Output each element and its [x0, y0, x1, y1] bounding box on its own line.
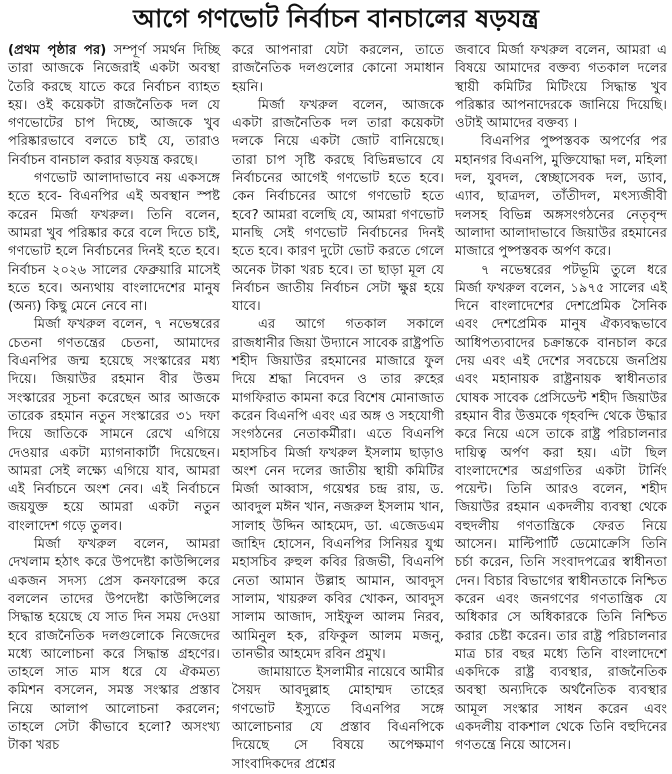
article-paragraph: জামায়াতে ইসলামীর নায়েবে আমীর সৈয়দ আবদুল্লাহ মোহাম্মদ তাহের গণভোট ইস্যুতে বিএনপির সঙ্গে আলোচনার যে প্রস্তাব বিএনপিকে দিয়েছে সে বিষয়ে অপেক্ষমাণ সাংবাদিকদের প্রশ্নের — [232, 665, 444, 772]
article-paragraph: মির্জা ফখরুল বলেন, আজকে একটা রাজনৈতিক দল তারা কয়েকটা দলকে নিয়ে একটা জোট বানিয়েছে। তারা চাপ সৃষ্টি করছে বিভিন্নভাবে যে নির্বাচনের আগেই গণভোট হতে হবে। কেন নির্বাচনের আগে গণভোট হতে হবে? আমরা বলেছি যে, আমরা গণভোট মানছি সেই গণভোট নির্বাচনের দিনই হতে হবে। কারণ দুটো ভোট করতে গেলে অনেক টাকা খরচ হবে। তা ছাড়া মূল যে নির্বাচন জাতীয় নির্বাচন সেটা ক্ষুণ্ণ হয়ে যাবে। — [232, 97, 444, 315]
article-column-2 — [232, 42, 444, 774]
article-paragraph — [8, 42, 220, 170]
article-paragraph: বিএনপির পুষ্পস্তবক অপর্ণের পর মহানগর বিএনপি, মুক্তিযোদ্ধা দল, মহিলা দল, যুবদল, স্বেচ্ছাসেবক দল, ড্যাব, এ্যাব, ছাত্রদল, তাঁতীদল, মৎস্যজীবী দলসহ বিভিন্ন অঙ্গসংগঠনের নেতৃবৃন্দ আলাদা আলাদাভাবে জিয়াউর রহমানের মাজারে পুষ্পস্তবক অর্পণ করে। — [455, 134, 667, 260]
article-column-1 — [8, 42, 220, 756]
paragraph-text: সম্পূর্ণ সমর্থন দিচ্ছি তারা আজকে নিজেরাই একটা অবস্থা তৈরি করছে যাতে করে নির্বাচন ব্যাহত হয়। ওই কয়েকটা রাজনৈতিক দল যে গণভোটের চাপ দিচ্ছে, আজকে খুব পরিষ্কারভাবে বলতে চাই যে, তারাও নির্বাচন বানচাল করার ষড়যন্ত্র করছে। — [8, 43, 220, 168]
article-paragraph: গণভোট আলাদাভাবে নয় একসঙ্গে হতে হবে- বিএনপির এই অবস্থান স্পষ্ট করেন মির্জা ফখরুল। তিনি বলেন, আমরা খুব পরিষ্কার করে বলে দিতে চাই, গণভোট হলে নির্বাচনের দিনই হতে হবে। নির্বাচন ২০২৬ সালের ফেব্রুয়ারি মাসেই হতে হবে। অন্যথায় বাংলাদেশের মানুষ (অন্য) কিছু মেনে নেবে না। — [8, 171, 220, 315]
article-headline: আগে গণভোট নির্বাচন বানচালের ষড়যন্ত্র — [133, 4, 539, 33]
article-paragraph: করে আপনারা যেটা করলেন, তাতে রাজনৈতিক দলগুলোর কোনো সমাধান হয়নি। — [232, 43, 444, 95]
continuation-label: (প্রথম পৃষ্ঠার পর) — [8, 43, 107, 58]
article-column-3 — [455, 42, 667, 756]
article-paragraph: জবাবে মির্জা ফখরুল বলেন, আমরা এ বিষয়ে আমাদের বক্তব্য গতকাল দলের স্থায়ী কমিটির মিটিংয়ে সিদ্ধান্ত খুব পরিষ্কার আপনাদেরকে জানিয়ে দিয়েছি। ওটাই আমাদের বক্তব্য । — [455, 43, 667, 132]
article-paragraph: ৭ নভেম্বরের পটভূমি তুলে ধরে মির্জা ফখরুল বলেন, ১৯৭৫ সালের এই দিনে বাংলাদেশের দেশপ্রেমিক সৈনিক এবং দেশপ্রেমিক মানুষ ঐক্যবদ্ধভাবে আধিপত্যবাদের চক্রান্তকে বানচাল করে দেয় এবং এই দেশের সবচেয়ে জনপ্রিয় এবং মহানায়ক রাষ্ট্রনায়ক স্বাধীনতার ঘোষক সাবেক প্রেসিডেন্ট শহীদ জিয়াউর রহমান বীর উত্তমকে গৃহবন্দি থেকে উদ্ধার করে নিয়ে এসে তাকে রাষ্ট্র পরিচালনার দায়িত্ব অর্পণ করা হয়। এটা ছিল বাংলাদেশের অগ্রগতির একটা টার্নিং পয়েন্ট। তিনি আরও বলেন, শহীদ জিয়াউর রহমান একদলীয় ব্যবস্থা থেকে বহুদলীয় গণতান্ত্রিকে ফেরত নিয়ে আসেন। মাল্টিপার্টি ডেমোক্রেসি তিনি চর্চা করেন, তিনি সংবাদপত্রের স্বাধীনতা দেন। বিচার বিভাগের স্বাধীনতাকে নিশ্চিত করেন এবং জনগণের গণতান্ত্রিক যে অধিকার সে অধিকারকে তিনি নিশ্চিত করার চেষ্টা করেন। তার রাষ্ট্র পরিচালনার মাত্র চার বছর মধ্যে তিনি বাংলাদেশে একদিকে রাষ্ট্র ব্যবস্থার, রাজনৈতিক অবস্থা অন্যদিকে অর্থনৈতিক ব্যবস্থার আমূল সংস্কার সাধন করেন এবং একদলীয় বাকশাল থেকে তিনি বহুদিনের গণতন্ত্রে নিয়ে আসেন। — [455, 262, 667, 754]
article-paragraph: মির্জা ফখরুল বলেন, ৭ নভেম্বরের চেতনা গণতন্ত্রের চেতনা, আমাদের বিএনপির জন্ম হয়েছে সংস্কারের মধ্য দিয়ে। জিয়াউর রহমান বীর উত্তম সংস্কারের সূচনা করেছেন আর আজকে তারেক রহমান নতুন সংস্কারের ৩১ দফা দিয়ে জাতিকে সামনে রেখে এগিয়ে দেওয়ার একটা ম্যাগনাকার্টা দিয়েছেন। আমরা সেই লক্ষ্যে এগিয়ে যাব, আমরা এই নির্বাচনে অংশ নেব। এই নির্বাচনে জয়যুক্ত হয়ে আমরা একটা নতুন বাংলাদেশ গড়ে তুলব। — [8, 317, 220, 534]
article-paragraph: মির্জা ফখরুল বলেন, আমরা দেখলাম হঠাৎ করে উপদেষ্টা কাউন্সিলের একজন সদস্য প্রেস কনফারেন্স করে বললেন তাদের উপদেষ্টা কাউন্সিলের সিদ্ধান্ত হয়েছে যে সাত দিন সময় দেওয়া হবে রাজনৈতিক দলগুলোকে নিজেদের মধ্যে আলোচনা করে সিদ্ধান্ত গ্রহণের। তাহলে সাত মাস ধরে যে ঐকমত্য কমিশন বসলেন, সমস্ত সংস্কার প্রস্তাব নিয়ে আলাপ আলোচনা করলেন; তাহলে সেটা কীভাবে হলো? অসংখ্য টাকা খরচ — [8, 537, 220, 754]
article-paragraph: এর আগে গতকাল সকালে রাজধানীর জিয়া উদ্যানে সাবেক রাষ্ট্রপতি শহীদ জিয়াউর রহমানের মাজারে ফুল দিয়ে শ্রদ্ধা নিবেদন ও তার রুহের মাগফিরাত কামনা করে বিশেষ মোনাজাত করেন বিএনপি এবং এর অঙ্গ ও সহযোগী সংগঠনের নেতাকর্মীরা। এতে বিএনপি মহাসচিব মির্জা ফখরুল ইসলাম ছাড়াও অংশ নেন দলের জাতীয় স্থায়ী কমিটির মির্জা আব্বাস, গয়েশ্বর চন্দ্র রায়, ড. আবদুল মঈন খান, নজরুল ইসলাম খান, সালাহ উদ্দিন আহমেদ, ডা. এজেডএম জাহিদ হোসেন, বিএনপির সিনিয়র যুগ্ম মহাসচিব রুহুল কবির রিজভী, বিএনপি নেতা আমান উল্লাহ আমান, আবদুস সালাম, খায়রুল কবির খোকন, আবদুস সালাম আজাদ, সাইফুল আলম নিরব, আমিনুল হক, রফিকুল আলম মজনু, তানভীর আহমেদ রবিন প্রমুখ। — [232, 317, 444, 662]
